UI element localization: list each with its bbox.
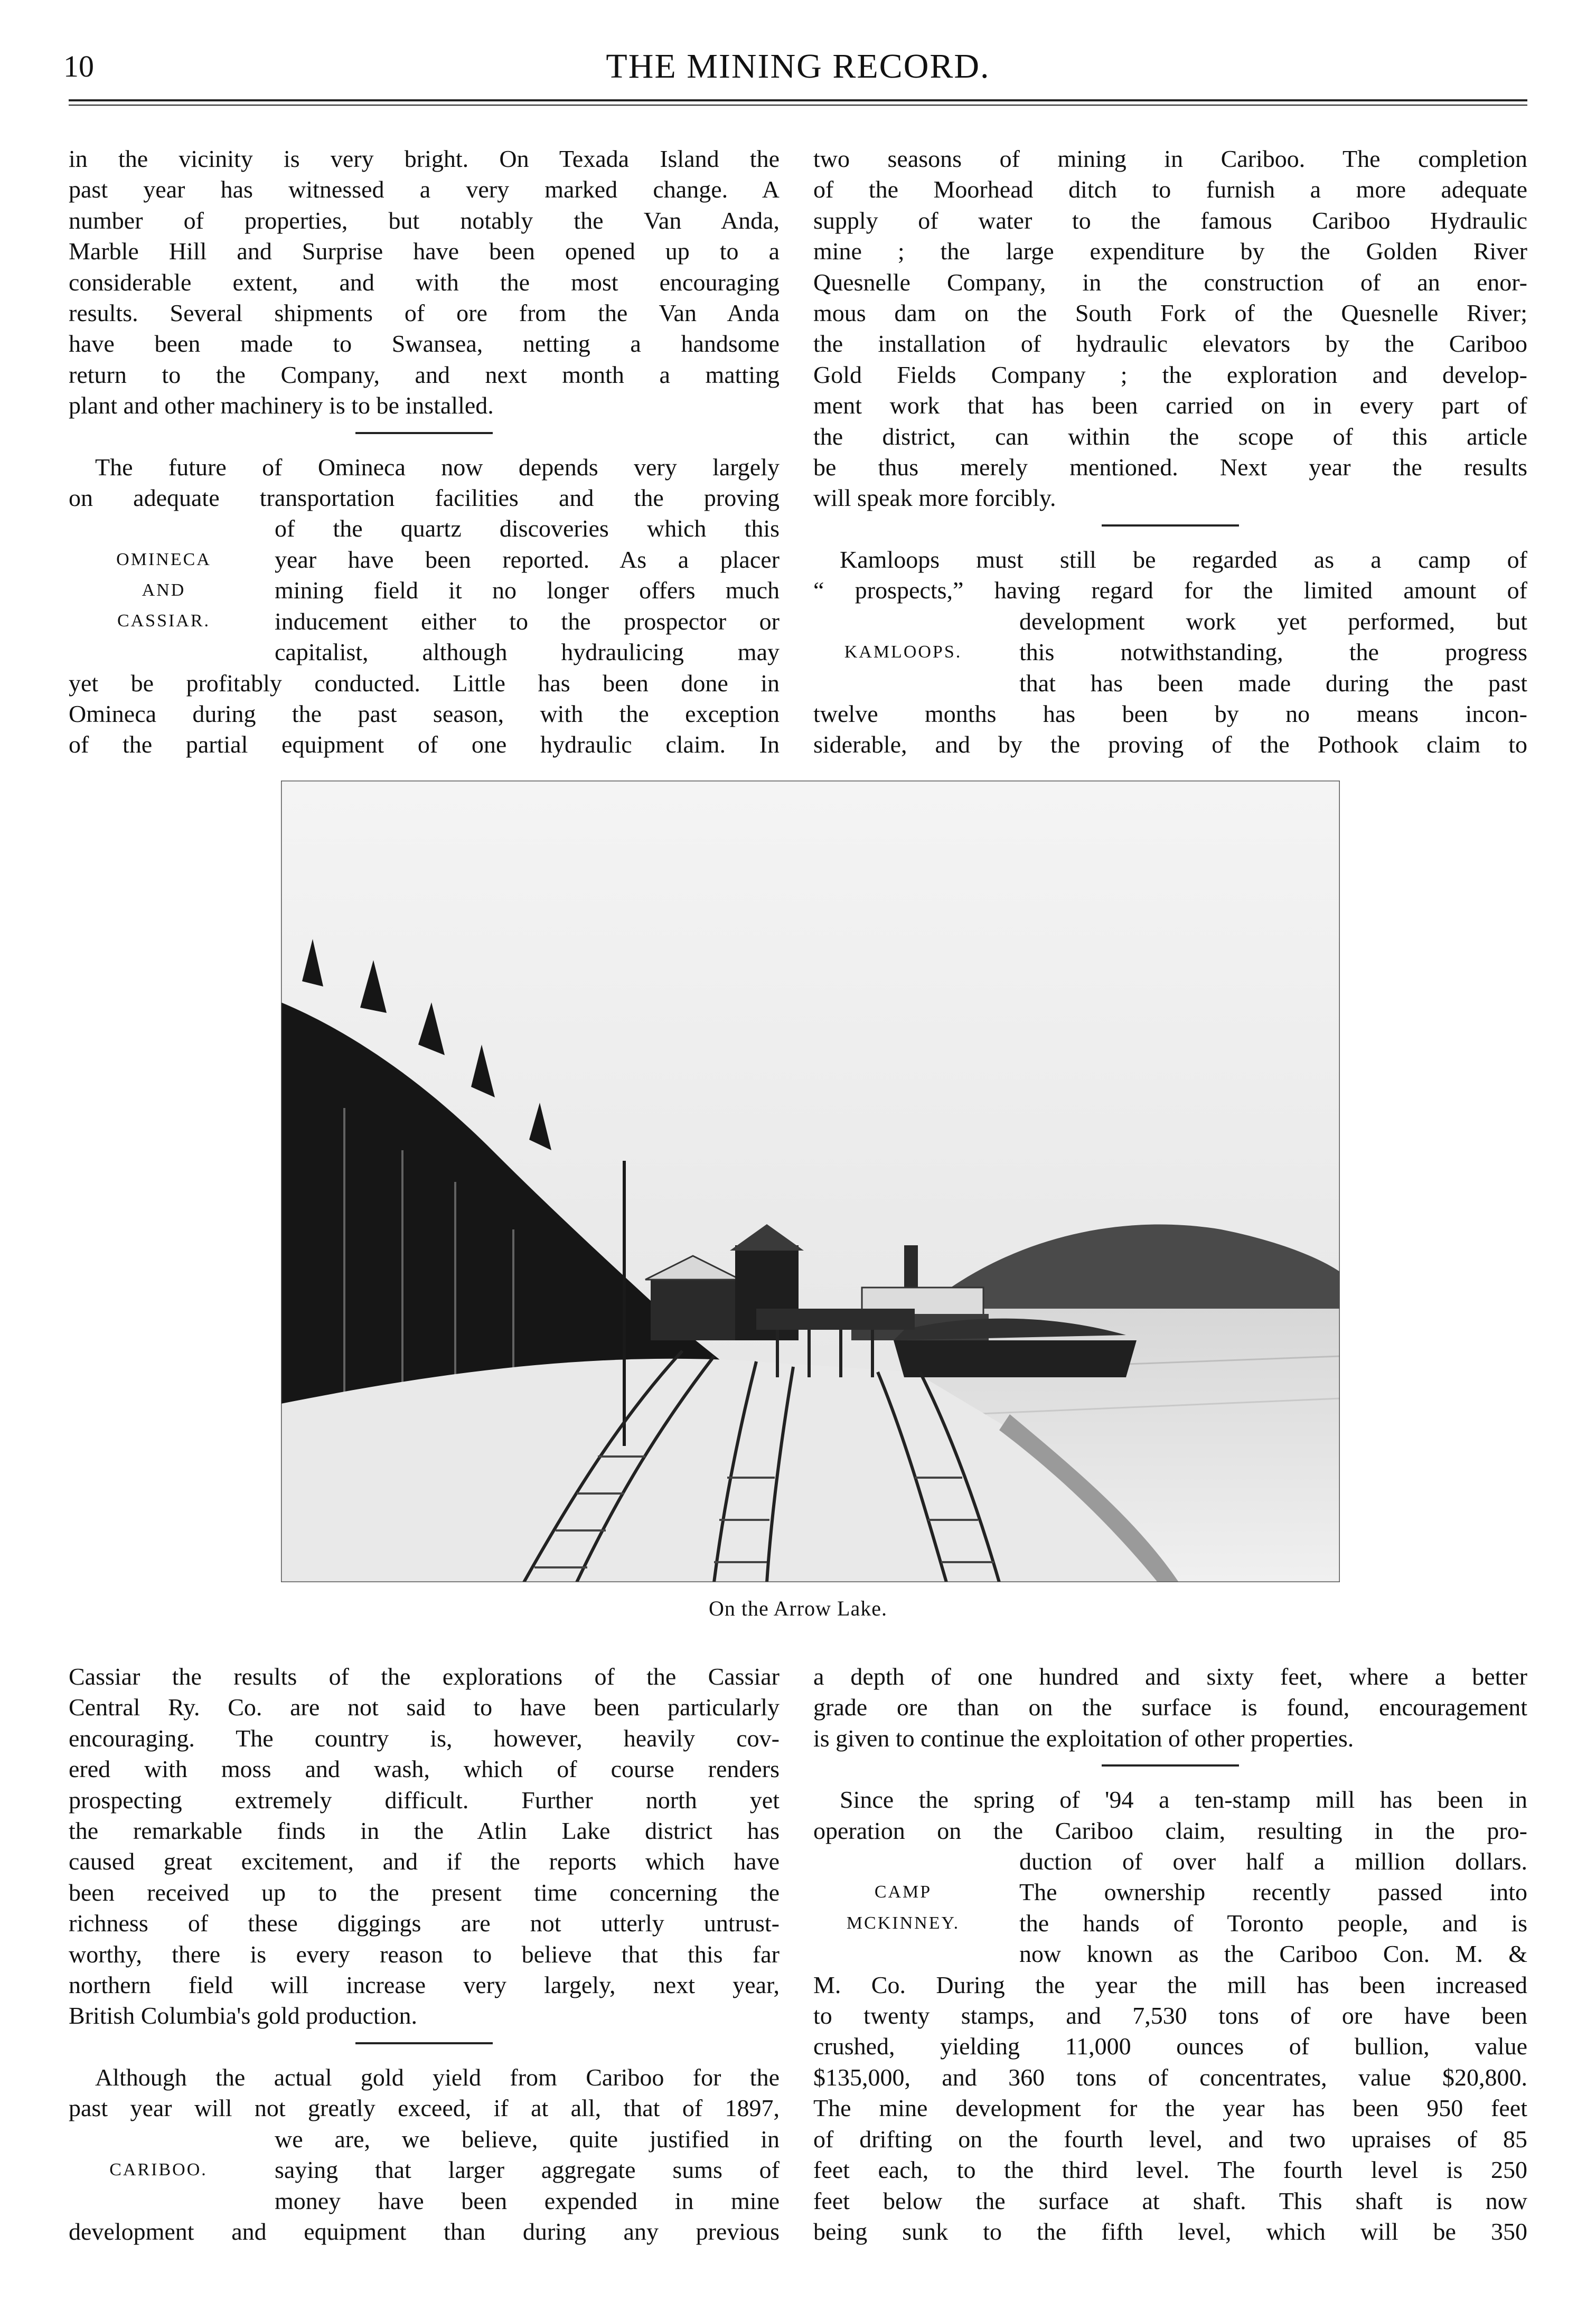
side-heading-line: CARIBOO. xyxy=(109,2159,208,2180)
text-line: Cassiar the results of the explorations of the Cassiar xyxy=(69,1663,780,1690)
text-line: past year will not greatly exceed, if at all, that of 1897, xyxy=(69,2094,780,2122)
photo-arrow-lake xyxy=(281,781,1340,1582)
text-line: number of properties, but notably the Van Anda, xyxy=(69,206,780,234)
section-divider xyxy=(355,2042,493,2044)
paragraph-texada xyxy=(69,144,780,421)
side-heading-cariboo xyxy=(79,2155,238,2185)
column-top-left xyxy=(69,144,780,760)
text-line: “ prospects,” having regard for the limited amount of xyxy=(813,577,1527,604)
text-line: Central Ry. Co. are not said to have been particularly xyxy=(69,1694,780,1721)
text-line: Gold Fields Company ; the exploration and develop- xyxy=(813,361,1527,388)
side-heading-kamloops xyxy=(824,637,982,668)
text-line: Marble Hill and Surprise have been opened up to a xyxy=(69,238,780,265)
text-line: northern field will increase very largely, next year, xyxy=(69,1971,780,1999)
text-line: capitalist, although hydraulicing may xyxy=(275,638,780,666)
paragraph-cassiar xyxy=(69,1661,780,2032)
text-line: will speak more forcibly. xyxy=(813,484,1056,512)
text-line: mine ; the large expenditure by the Golden River xyxy=(813,238,1527,265)
text-line: been received up to the present time concerning the xyxy=(69,1878,780,1906)
text-line: $135,000, and 360 tons of concentrates, value $20,800. xyxy=(813,2063,1527,2091)
text-line: to twenty stamps, and 7,530 tons of ore have been xyxy=(813,2002,1527,2030)
section-divider xyxy=(1102,524,1239,527)
text-line: mining field it no longer offers much xyxy=(275,577,780,604)
text-line: considerable extent, and with the most encouraging xyxy=(69,268,780,296)
page-number: 10 xyxy=(63,49,94,83)
text-line: that has been made during the past xyxy=(1019,669,1527,697)
text-line: prospecting extremely difficult. Further north yet xyxy=(69,1786,780,1814)
text-line: duction of over half a million dollars. xyxy=(1019,1848,1527,1875)
text-line: The future of Omineca now depends very largely xyxy=(95,453,780,481)
side-heading-line: CAMP xyxy=(874,1882,932,1902)
side-heading-omineca xyxy=(85,544,243,637)
text-line: two seasons of mining in Cariboo. The completion xyxy=(813,145,1527,172)
side-heading-line: MCKINNEY. xyxy=(846,1913,960,1933)
text-line: mous dam on the South Fork of the Quesnelle River; xyxy=(813,299,1527,327)
text-line: development and equipment than during any previous xyxy=(69,2218,780,2245)
text-line: feet each, to the third level. The fourth level is 250 xyxy=(813,2156,1527,2184)
photo-illustration xyxy=(281,781,1340,1582)
text-line: is given to continue the exploitation of other properties. xyxy=(813,1724,1354,1752)
text-line: encouraging. The country is, however, heavily cov- xyxy=(69,1724,780,1752)
text-line: crushed, yielding 11,000 ounces of bullion, value xyxy=(813,2033,1527,2060)
text-line: the district, can within the scope of this article xyxy=(813,422,1527,450)
text-line: Since the spring of '94 a ten-stamp mill has been in xyxy=(840,1786,1527,1814)
text-line: operation on the Cariboo claim, resulting in the pro- xyxy=(813,1817,1527,1844)
text-line: in the vicinity is very bright. On Texada Island the xyxy=(69,145,780,172)
text-line: caused great excitement, and if the reports which have xyxy=(69,1848,780,1875)
paragraph-omineca xyxy=(69,452,780,760)
text-line: grade ore than on the surface is found, encouragement xyxy=(813,1694,1527,1721)
text-line: results. Several shipments of ore from the Van Anda xyxy=(69,299,780,327)
text-line: feet below the surface at shaft. This shaft is now xyxy=(813,2187,1527,2214)
figure-caption: On the Arrow Lake. xyxy=(709,1596,887,1620)
paragraph-cariboo-works xyxy=(813,144,1527,514)
text-line: of the Moorhead ditch to furnish a more adequate xyxy=(813,176,1527,203)
text-line: a depth of one hundred and sixty feet, where a better xyxy=(813,1663,1527,1690)
text-line: ment work that has been carried on in every part of xyxy=(813,392,1527,419)
text-line: Quesnelle Company, in the construction of an enor- xyxy=(813,268,1527,296)
paragraph-kamloops xyxy=(813,544,1527,760)
running-title: THE MINING RECORD. xyxy=(606,47,990,86)
side-heading-camp-mckinney xyxy=(824,1877,982,1939)
text-line: the installation of hydraulic elevators by the Cariboo xyxy=(813,330,1527,358)
side-heading-line: AND xyxy=(142,580,186,600)
text-line: twelve months has been by no means incon- xyxy=(813,700,1527,727)
text-line: ered with moss and wash, which of course renders xyxy=(69,1755,780,1783)
text-line: richness of these diggings are not utterly untrust- xyxy=(69,1910,780,1937)
column-bottom-left xyxy=(69,1661,780,2247)
text-line: the remarkable finds in the Atlin Lake district has xyxy=(69,1817,780,1845)
side-heading-line: KAMLOOPS. xyxy=(844,642,962,662)
text-line: saying that larger aggregate sums of xyxy=(275,2156,780,2184)
text-line: now known as the Cariboo Con. M. & xyxy=(1019,1940,1527,1968)
column-bottom-right xyxy=(813,1661,1527,2247)
text-line: British Columbia's gold production. xyxy=(69,2002,417,2030)
text-line: of drifting on the fourth level, and two upraises of 85 xyxy=(813,2125,1527,2153)
text-line: of the partial equipment of one hydraulic claim. In xyxy=(69,731,780,758)
column-top-right xyxy=(813,144,1527,760)
text-line: being sunk to the fifth level, which will be 350 xyxy=(813,2218,1527,2245)
text-line: siderable, and by the proving of the Pothook claim to xyxy=(813,731,1527,758)
side-heading-line: OMINECA xyxy=(116,549,211,569)
text-line: plant and other machinery is to be installed. xyxy=(69,392,494,419)
text-line: return to the Company, and next month a matting xyxy=(69,361,780,388)
text-line: development work yet performed, but xyxy=(1019,607,1527,635)
text-line: the hands of Toronto people, and is xyxy=(1019,1909,1527,1937)
text-line: be thus merely mentioned. Next year the results xyxy=(813,454,1527,481)
side-heading-line: CASSIAR. xyxy=(117,611,211,631)
paragraph-camp-mckinney xyxy=(813,1784,1527,2247)
header-rule-bottom xyxy=(69,105,1527,106)
text-line: money have been expended in mine xyxy=(275,2187,780,2214)
section-divider xyxy=(355,432,493,434)
text-line: Omineca during the past season, with the exception xyxy=(69,700,780,727)
text-line: year have been reported. As a placer xyxy=(275,546,780,573)
page-header xyxy=(0,0,1596,116)
text-line: have been made to Swansea, netting a handsome xyxy=(69,330,780,358)
text-line: of the quartz discoveries which this xyxy=(275,515,780,542)
header-rule-top xyxy=(69,99,1527,101)
text-line: Although the actual gold yield from Cariboo for the xyxy=(95,2063,780,2091)
section-divider xyxy=(1102,1764,1239,1767)
text-line: this notwithstanding, the progress xyxy=(1019,638,1527,666)
paragraph-cariboo xyxy=(69,2062,780,2247)
text-line: worthy, there is every reason to believe that this far xyxy=(69,1940,780,1968)
text-line: Kamloops must still be regarded as a camp of xyxy=(840,546,1527,573)
text-line: The mine development for the year has been 950 feet xyxy=(813,2094,1527,2122)
text-line: yet be profitably conducted. Little has been done in xyxy=(69,669,780,697)
text-line: we are, we believe, quite justified in xyxy=(275,2125,780,2153)
text-line: The ownership recently passed into xyxy=(1019,1878,1527,1906)
text-line: supply of water to the famous Cariboo Hydraulic xyxy=(813,206,1527,234)
text-line: M. Co. During the year the mill has been increased xyxy=(813,1971,1527,1998)
text-line: inducement either to the prospector or xyxy=(275,607,780,635)
text-line: past year has witnessed a very marked change. A xyxy=(69,176,780,203)
paragraph-pothook xyxy=(813,1661,1527,1754)
text-line: on adequate transportation facilities and the proving xyxy=(69,484,780,512)
